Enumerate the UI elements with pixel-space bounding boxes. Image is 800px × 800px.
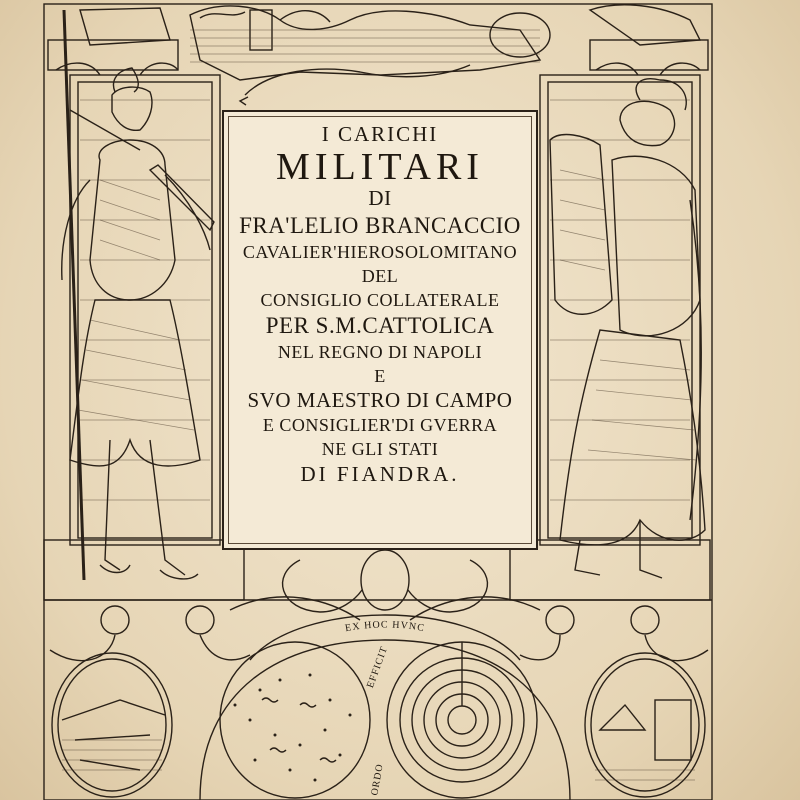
title-line-13: NE GLI STATI	[321, 439, 439, 459]
title-line-1: I CARICHI	[321, 122, 439, 146]
emblem-motto-top: EX HOC HVNC	[344, 619, 426, 635]
title-line-10: E	[374, 366, 386, 386]
left-roundel	[52, 653, 172, 797]
title-line-9: NEL REGNO DI NAPOLI	[277, 342, 483, 362]
title-line-2: MILITARI	[276, 146, 484, 188]
emblem-motto-bottom: ORDO	[369, 762, 386, 797]
soldier-figure	[62, 10, 214, 580]
title-line-8: PER S.M.CATTOLICA	[265, 313, 495, 338]
emblem-motto-left: EFFICIT	[365, 644, 391, 690]
title-line-3: DI	[368, 186, 392, 210]
title-cartouche	[222, 110, 538, 550]
title-line-7: CONSIGLIO COLLATERALE	[260, 290, 500, 310]
right-pedestal	[510, 540, 710, 600]
right-pilaster	[540, 40, 708, 545]
central-emblem	[200, 615, 570, 800]
title-line-14: DI FIANDRA.	[300, 462, 460, 486]
stars	[234, 674, 352, 782]
left-pedestal	[44, 540, 244, 600]
minerva-figure	[550, 79, 705, 578]
title-line-12: E CONSIGLIER'DI GVERRA	[262, 415, 498, 435]
starry-sky-circle	[220, 642, 370, 798]
title-line-6: DEL	[361, 266, 399, 286]
title-line-5: CAVALIER'HIEROSOLOMITANO	[242, 242, 518, 262]
top-allegory	[80, 5, 700, 105]
title-line-11: SVO MAESTRO DI CAMPO	[247, 388, 513, 412]
right-roundel	[585, 653, 705, 797]
author-name: FRA'LELIO BRANCACCIO	[239, 213, 521, 238]
